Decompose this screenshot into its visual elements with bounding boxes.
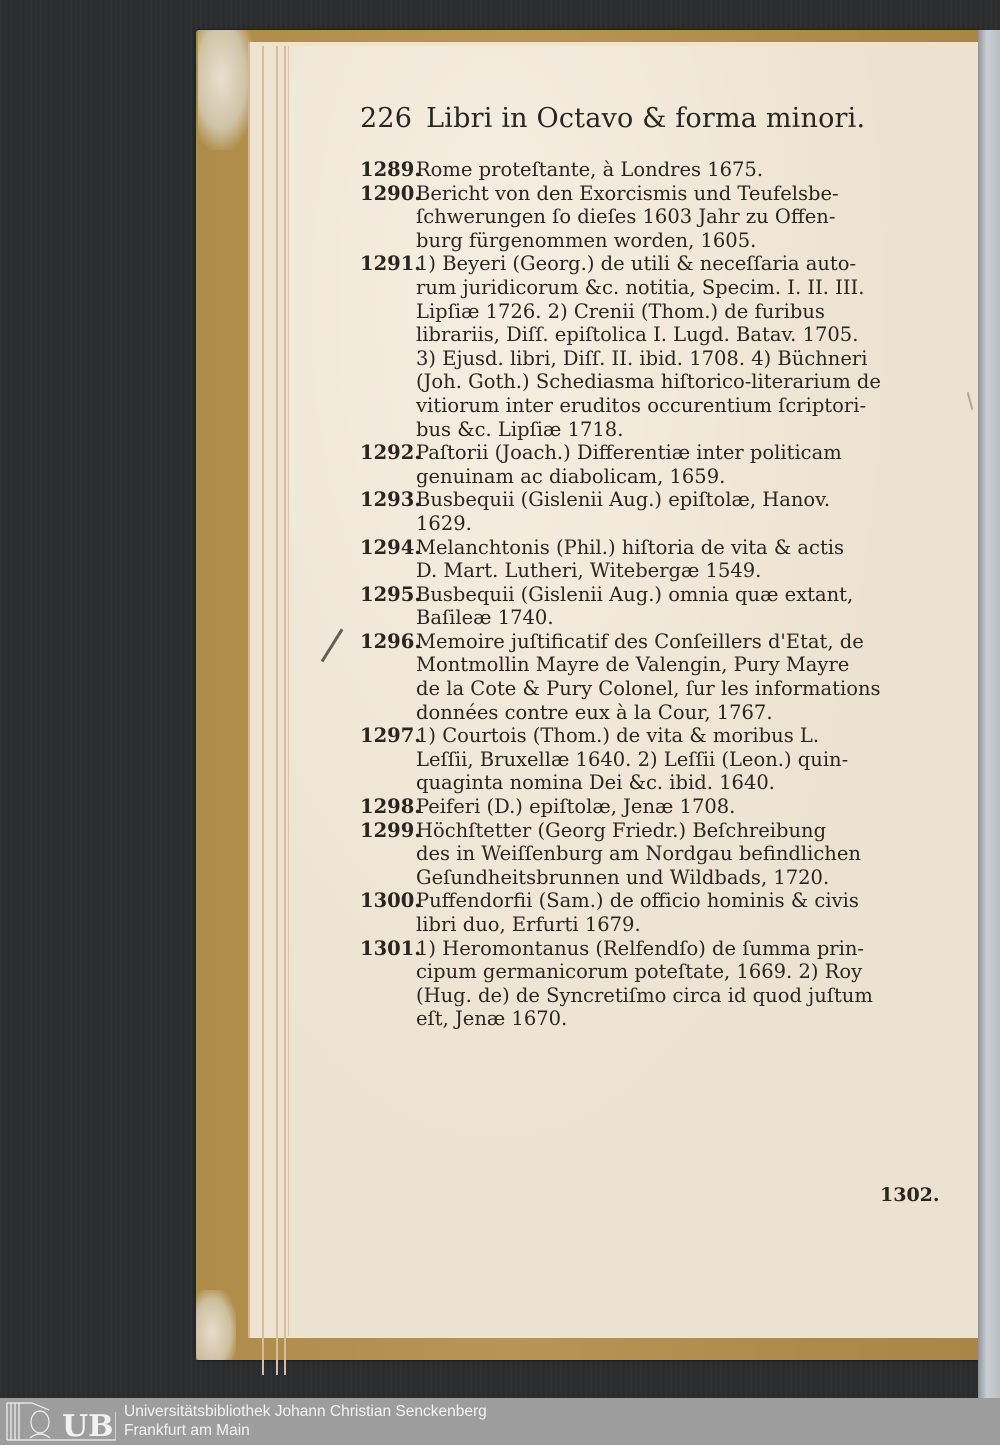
entry-number: 1290.: [360, 181, 422, 205]
logo-text: UB: [62, 1409, 114, 1442]
entry-number: 1294.: [360, 535, 422, 559]
page-number: 226: [360, 103, 413, 134]
entry-line: Puffendorfii (Sam.) de officio hominis & civis: [416, 889, 859, 913]
entry-line: Baſileæ 1740.: [416, 606, 554, 630]
entry-number: 1298.: [360, 795, 422, 819]
catalog-entries: [360, 158, 950, 1031]
entry-line: 3) Ejusd. libri, Diſſ. II. ibid. 1708. 4) Büchneri: [416, 346, 868, 370]
catalog-entry: [360, 630, 950, 724]
entry-line: 1629.: [416, 511, 472, 535]
entry-number: 1299.: [360, 818, 422, 842]
entry-line: burg fürgenommen worden, 1605.: [416, 228, 757, 252]
page-stack-edge: [276, 46, 278, 1375]
entry-line: données contre eux à la Cour, 1767.: [416, 700, 773, 724]
entry-line: genuinam ac diabolicam, 1659.: [416, 464, 726, 488]
entry-line: Busbequii (Gislenii Aug.) omnia quæ extant,: [416, 582, 854, 606]
catalog-entry: [360, 724, 950, 795]
catchword: 1302.: [880, 1184, 940, 1206]
institution-line-2: Frankfurt am Main: [124, 1422, 250, 1439]
entry-number: 1289.: [360, 158, 422, 181]
footer-banner: [0, 1398, 1000, 1445]
catalog-entry: [360, 441, 950, 488]
entry-line: de la Cote & Pury Colonel, ſur les informations: [416, 677, 881, 701]
running-title: Libri in Octavo & forma minori.: [426, 103, 866, 134]
catalog-entry: [360, 158, 950, 182]
entry-line: eſt, Jenæ 1670.: [416, 1007, 568, 1031]
entry-number: 1301.: [360, 936, 422, 960]
catalog-entry: [360, 488, 950, 535]
catalog-entry: [360, 536, 950, 583]
entry-line: ſchwerungen ſo dieſes 1603 Jahr zu Offen-: [416, 205, 836, 229]
entry-line: Peiferi (D.) epiſtolæ, Jenæ 1708.: [416, 795, 736, 819]
page-stack-edge: [262, 46, 264, 1375]
running-head: [360, 100, 950, 138]
entry-line: 1) Heromontanus (Relfendſo) de ſumma prin-: [416, 936, 865, 960]
entry-line: Leſſii, Bruxellæ 1640. 2) Leſſii (Leon.) quin-: [416, 747, 849, 771]
catalog-entry: [360, 819, 950, 890]
page-stack-edge: [284, 46, 286, 1375]
catalog-entry: [360, 937, 950, 1031]
entry-line: Montmollin Mayre de Valengin, Pury Mayre: [416, 653, 850, 677]
entry-line: bus &c. Lipſiæ 1718.: [416, 417, 624, 441]
entry-line: Geſundheitsbrunnen und Wildbads, 1720.: [416, 865, 830, 889]
entry-line: (Joh. Goth.) Schediasma hiſtorico-literarium de: [416, 370, 881, 394]
entry-line: vitiorum inter eruditos occurentium ſcriptori-: [416, 393, 867, 417]
entry-number: 1297.: [360, 724, 422, 748]
catalog-entry: [360, 889, 950, 936]
catalog-entry: [360, 182, 950, 253]
entry-number: 1293.: [360, 488, 422, 512]
entry-number: 1292.: [360, 441, 422, 465]
entry-line: rum juridicorum &c. notitia, Specim. I. II. III.: [416, 275, 865, 299]
entry-line: (Hug. de) de Syncretiſmo circa id quod juſtum: [416, 983, 873, 1007]
entry-line: Höchſtetter (Georg Friedr.) Beſchreibung: [416, 818, 827, 842]
entry-line: D. Mart. Lutheri, Witebergæ 1549.: [416, 559, 762, 583]
entry-number: 1296.: [360, 629, 422, 653]
entry-line: librariis, Diſſ. epiſtolica I. Lugd. Batav. 1705.: [416, 323, 859, 347]
entry-line: des in Weiſſenburg am Nordgau befindlichen: [416, 842, 861, 866]
entry-line: Busbequii (Gislenii Aug.) epiſtolæ, Hanov.: [416, 488, 831, 512]
entry-line: Paſtorii (Joach.) Differentiæ inter politicam: [416, 441, 842, 465]
ub-logo-icon: [4, 1400, 116, 1442]
entry-line: Lipſiæ 1726. 2) Crenii (Thom.) de furibus: [416, 299, 825, 323]
page-text: [360, 100, 950, 1031]
entry-line: Melanchtonis (Phil.) hiſtoria de vita & actis: [416, 535, 845, 559]
entry-line: Memoire juſtificatif des Conſeillers d'Etat, de: [416, 629, 864, 653]
entry-number: 1291.: [360, 252, 422, 276]
catalog-entry: [360, 795, 950, 819]
cover-tear-bottom-left: [196, 1290, 236, 1360]
catalog-entry: [360, 252, 950, 441]
entry-line: Bericht von den Exorcismis und Teufelsbe-: [416, 181, 839, 205]
entry-number: 1300.: [360, 889, 422, 913]
entry-line: Rome proteſtante, à Londres 1675.: [416, 158, 764, 181]
scanner-glass-edge: [978, 30, 1000, 1398]
entry-line: cipum germanicorum poteſtate, 1669. 2) Roy: [416, 960, 863, 984]
institution-line-1: Universitätsbibliothek Johann Christian Senckenberg: [124, 1403, 487, 1420]
catalog-entry: [360, 583, 950, 630]
institution-name: [124, 1402, 487, 1440]
entry-line: 1) Beyeri (Georg.) de utili & neceſſaria auto-: [416, 252, 857, 276]
entry-line: quaginta nomina Dei &c. ibid. 1640.: [416, 771, 775, 795]
entry-line: 1) Courtois (Thom.) de vita & moribus L.: [416, 724, 820, 748]
entry-line: libri duo, Erfurti 1679.: [416, 913, 641, 936]
entry-number: 1295.: [360, 582, 422, 606]
